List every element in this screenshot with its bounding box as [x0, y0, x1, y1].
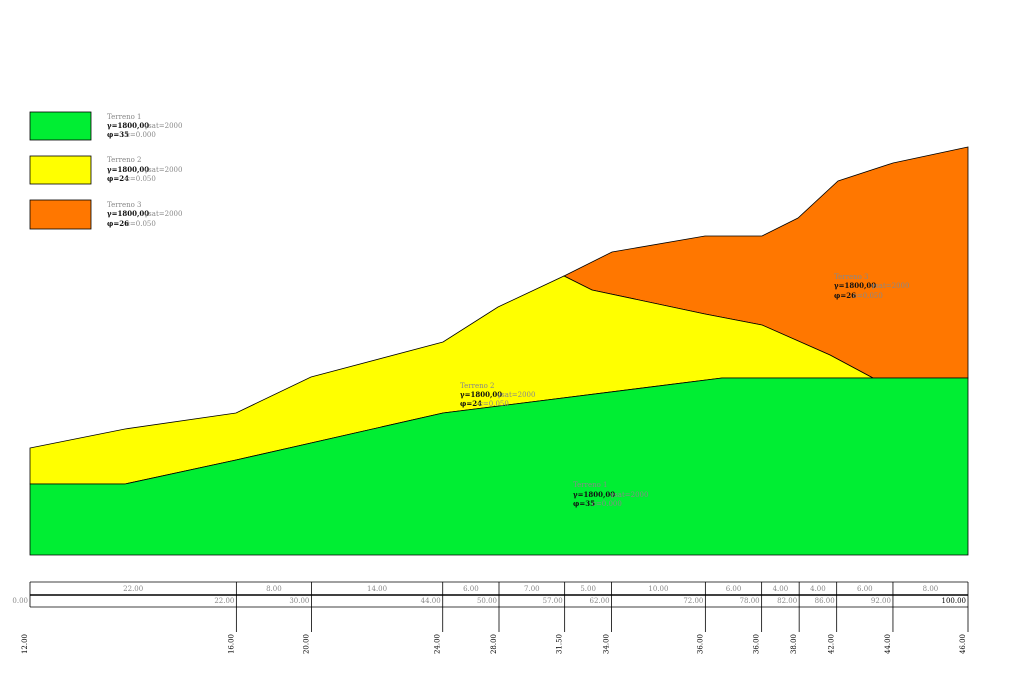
partial-distance-label: 4.00 — [810, 585, 826, 593]
legend-gamma-3: γ=1800,00 — [107, 209, 150, 218]
progressive-distance-label: 30.00 — [289, 597, 310, 605]
legend — [30, 112, 182, 229]
elevation-label: 44.00 — [883, 634, 892, 655]
legend-phi-2: φ=24 — [107, 174, 129, 183]
legend-item-terreno-1 — [30, 112, 182, 140]
progressive-distance-label: 78.00 — [739, 597, 760, 605]
region-2-phi: φ=24 — [460, 399, 482, 408]
elevation-label: 46.00 — [959, 634, 967, 655]
legend-c-2: c=0.050 — [126, 175, 156, 183]
progressive-distance-label: 50.00 — [476, 597, 497, 605]
legend-gammasat-3: γsat=2000 — [144, 210, 183, 218]
partial-distance-label: 5.00 — [580, 585, 596, 593]
elevation-label: 34.00 — [602, 634, 611, 655]
progressive-distance-label: 57.00 — [542, 597, 563, 605]
legend-c-1: c=0.000 — [126, 131, 156, 139]
progressive-distance-label: 86.00 — [814, 597, 835, 605]
region-2-gammasat: γsat=2000 — [497, 391, 536, 399]
progressive-distance-labels — [12, 597, 966, 605]
partial-distance-label: 14.00 — [367, 585, 388, 593]
elevation-label: 12.00 — [21, 634, 29, 655]
legend-gammasat-2: γsat=2000 — [144, 166, 183, 174]
partial-distance-label: 6.00 — [463, 585, 479, 593]
progressive-distance-label: 22.00 — [214, 597, 235, 605]
elevation-label: 42.00 — [827, 634, 836, 655]
elevation-label: 31.50 — [555, 634, 564, 655]
legend-gammasat-1: γsat=2000 — [144, 122, 183, 130]
region-2-gamma: γ=1800,00 — [460, 390, 503, 399]
legend-name-1: Terreno 1 — [107, 113, 142, 121]
region-3-phi: φ=26 — [834, 291, 856, 300]
legend-c-3: c=0.050 — [126, 220, 156, 228]
elevation-label: 36.00 — [752, 634, 761, 655]
partial-distance-labels — [123, 585, 938, 593]
legend-phi-3: φ=26 — [107, 219, 129, 228]
elevation-label: 36.00 — [696, 634, 705, 655]
region-2-name: Terreno 2 — [460, 382, 495, 390]
progressive-distance-label: 44.00 — [420, 597, 441, 605]
elevation-label: 28.00 — [490, 634, 498, 655]
elevation-label: 24.00 — [433, 634, 442, 655]
region-1-gammasat: γsat=2000 — [610, 491, 649, 499]
partial-distance-label: 6.00 — [725, 585, 742, 593]
elevation-label: 20.00 — [302, 634, 311, 655]
progressive-distance-label: 0.00 — [12, 597, 28, 605]
partial-distance-label: 22.00 — [123, 585, 144, 593]
region-1-name: Terreno 1 — [573, 481, 608, 489]
elevation-label: 38.00 — [790, 634, 799, 655]
partial-distance-label: 10.00 — [648, 585, 669, 593]
legend-name-2: Terreno 2 — [107, 156, 142, 164]
legend-item-terreno-2 — [30, 156, 182, 184]
elevation-labels — [21, 634, 967, 654]
legend-swatch-1 — [30, 112, 91, 140]
progressive-distance-label: 100.00 — [941, 597, 966, 605]
progressive-distance-label: 62.00 — [589, 597, 610, 605]
region-1-gamma: γ=1800,00 — [573, 490, 616, 499]
partial-distance-label: 7.00 — [524, 585, 540, 593]
region-3-name: Terreno 3 — [834, 273, 869, 281]
progressive-distance-label: 92.00 — [870, 597, 891, 605]
legend-phi-1: φ=35 — [107, 130, 129, 139]
progressive-distance-label: 82.00 — [777, 597, 798, 605]
region-1-c: c=0.000 — [592, 500, 622, 508]
progressive-distance-label: 72.00 — [683, 597, 704, 605]
legend-gamma-2: γ=1800,00 — [107, 165, 150, 174]
partial-distance-label: 8.00 — [922, 585, 939, 593]
legend-name-3: Terreno 3 — [107, 201, 142, 209]
legend-item-terreno-3 — [30, 200, 182, 229]
region-3-gamma: γ=1800,00 — [834, 281, 877, 290]
partial-distance-label: 4.00 — [772, 585, 789, 593]
elevation-label: 16.00 — [227, 634, 236, 655]
legend-swatch-2 — [30, 156, 91, 184]
partial-distance-label: 6.00 — [857, 585, 873, 593]
legend-gamma-1: γ=1800,00 — [107, 121, 150, 130]
legend-swatch-3 — [30, 200, 91, 229]
region-2-c: c=0.050 — [479, 400, 509, 408]
region-3-c: c=0.050 — [853, 292, 883, 300]
region-3-gammasat: γsat=2000 — [871, 282, 910, 290]
region-1-phi: φ=35 — [573, 499, 595, 508]
partial-distance-label: 8.00 — [266, 585, 282, 593]
